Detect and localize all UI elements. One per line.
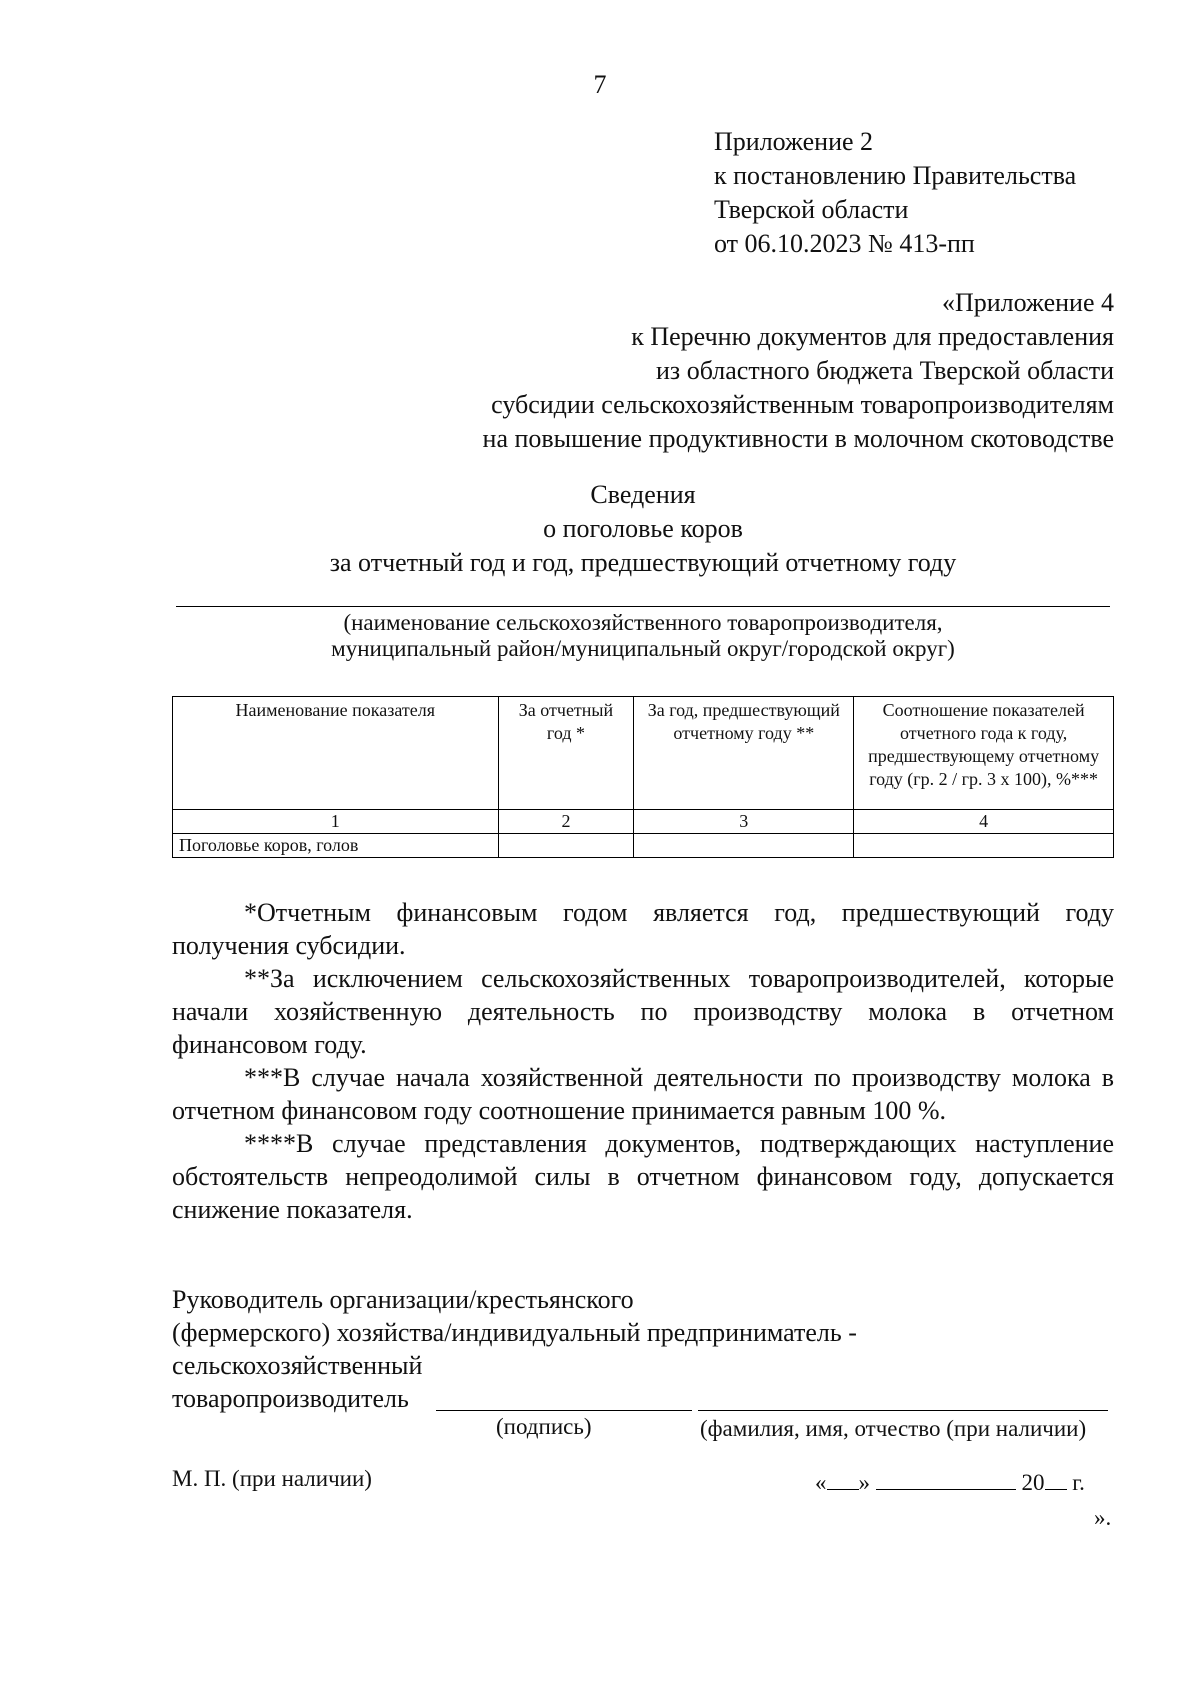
table-header-cell: Соотношение показателей отчетного года к году, предшествующему отчетному году (гр. 2 / гр. 3 х 100), %*** bbox=[854, 697, 1114, 810]
appendix4-line: субсидии сельскохозяйственным товаропроизводителям bbox=[491, 390, 1114, 419]
signature-caption: (подпись) bbox=[496, 1414, 592, 1439]
signature-line: сельскохозяйственный bbox=[172, 1351, 423, 1380]
column-number-cell: 2 bbox=[498, 810, 634, 834]
caption-line: (наименование сельскохозяйственного товаропроизводителя, bbox=[343, 610, 943, 635]
signature-line: товаропроизводитель bbox=[172, 1384, 409, 1413]
name-underline bbox=[176, 606, 1110, 607]
signature-field[interactable] bbox=[436, 1410, 692, 1411]
signature-line: Руководитель организации/крестьянского bbox=[172, 1285, 634, 1314]
table-header-row bbox=[173, 697, 1114, 810]
footnote: *Отчетным финансовым годом является год, предшествующий году получения субсидии. bbox=[172, 898, 1114, 960]
signature-block bbox=[172, 1283, 857, 1415]
table-header-cell: За год, предшествующий отчетному году ** bbox=[634, 697, 854, 810]
footnote: ****В случае представления документов, подтверждающих наступление обстоятельств непреодолимой силы в отчетном финансовом году, допускается снижение показателя. bbox=[172, 1129, 1114, 1224]
caption-line: муниципальный район/муниципальный округ/городской округ) bbox=[331, 636, 955, 661]
appendix4-line: «Приложение 4 bbox=[941, 288, 1114, 317]
appendix-block bbox=[714, 125, 1076, 261]
appendix4-line: к Перечню документов для предоставления bbox=[631, 322, 1114, 351]
appendix-line: Тверской области bbox=[714, 195, 909, 224]
full-name-field[interactable] bbox=[698, 1410, 1108, 1411]
column-number-cell: 4 bbox=[854, 810, 1114, 834]
appendix4-block bbox=[314, 286, 1114, 456]
signature-line: (фермерского) хозяйства/индивидуальный предприниматель - bbox=[172, 1318, 857, 1347]
column-number-row bbox=[173, 810, 1114, 834]
table-cell bbox=[634, 834, 854, 858]
column-number-cell: 3 bbox=[634, 810, 854, 834]
footnote: ***В случае начала хозяйственной деятельности по производству молока в отчетном финансовом году соотношение принимается равным 100 %. bbox=[172, 1063, 1114, 1125]
appendix4-line: на повышение продуктивности в молочном скотоводстве bbox=[482, 424, 1114, 453]
table-header-cell: Наименование показателя bbox=[173, 697, 499, 810]
table-cell: Поголовье коров, голов bbox=[173, 834, 499, 858]
day-field[interactable] bbox=[827, 1489, 859, 1490]
closing-quote: ». bbox=[1094, 1505, 1112, 1530]
title-line: Сведения bbox=[590, 480, 696, 509]
appendix4-line: из областного бюджета Тверской области bbox=[656, 356, 1114, 385]
data-table bbox=[172, 696, 1114, 858]
stamp-label: М. П. (при наличии) bbox=[172, 1466, 372, 1491]
title-line: о поголовье коров bbox=[543, 514, 743, 543]
document-title bbox=[172, 478, 1114, 580]
date-quote-open: « bbox=[815, 1470, 827, 1495]
date-quote-close: » bbox=[858, 1470, 870, 1495]
appendix-line: от 06.10.2023 № 413-пп bbox=[714, 229, 975, 258]
month-field[interactable] bbox=[876, 1489, 1016, 1490]
year-field[interactable] bbox=[1045, 1489, 1067, 1490]
year-suffix: г. bbox=[1072, 1470, 1085, 1495]
table-cell bbox=[498, 834, 634, 858]
table-cell bbox=[854, 834, 1114, 858]
column-number-cell: 1 bbox=[173, 810, 499, 834]
appendix-line: к постановлению Правительства bbox=[714, 161, 1077, 190]
table-header-cell: За отчетный год * bbox=[498, 697, 634, 810]
date-field bbox=[815, 1470, 1085, 1496]
full-name-caption: (фамилия, имя, отчество (при наличии) bbox=[700, 1416, 1087, 1441]
appendix-line: Приложение 2 bbox=[714, 127, 874, 156]
year-prefix: 20 bbox=[1021, 1470, 1045, 1495]
table-row bbox=[173, 834, 1114, 858]
footnotes bbox=[172, 896, 1114, 1226]
name-caption bbox=[172, 610, 1114, 662]
footnote: **За исключением сельскохозяйственных товаропроизводителей, которые начали хозяйственную деятельность по производству молока в отчетном финансовом году. bbox=[172, 964, 1114, 1059]
title-line: за отчетный год и год, предшествующий отчетному году bbox=[329, 548, 957, 577]
page-number: 7 bbox=[593, 70, 607, 99]
